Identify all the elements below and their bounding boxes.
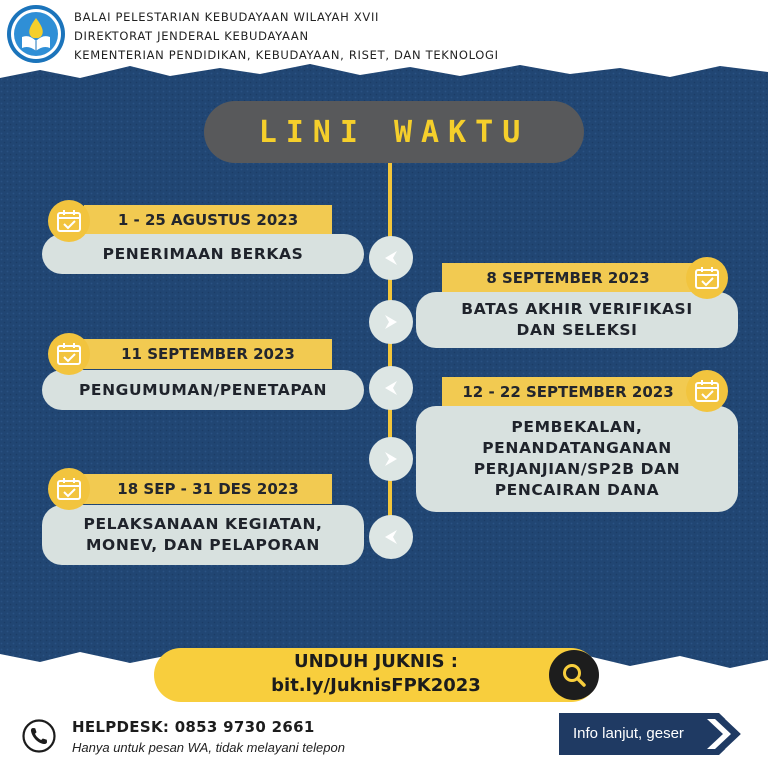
event-description: PEMBEKALAN, PENANDATANGANAN PERJANJIAN/SP2B DAN PENCAIRAN DANA (416, 406, 738, 512)
timeline-line (388, 163, 392, 538)
directorate-name: DIREKTORAT JENDERAL KEBUDAYAAN (74, 29, 309, 43)
arrow-right-icon (369, 437, 413, 481)
download-label: UNDUH JUKNIS : (293, 651, 459, 672)
calendar-check-icon (686, 370, 728, 412)
event-date: 18 SEP - 31 DES 2023 (84, 474, 332, 504)
event-description: PENERIMAAN BERKAS (42, 234, 364, 274)
arrow-left-icon (369, 515, 413, 559)
juknis-url[interactable]: bit.ly/JuknisFPK2023 (271, 675, 481, 696)
calendar-check-icon (686, 257, 728, 299)
helpdesk-note: Hanya untuk pesan WA, tidak melayani telepon (72, 740, 345, 755)
event-description: BATAS AKHIR VERIFIKASI DAN SELEKSI (416, 292, 738, 348)
arrow-right-icon (369, 300, 413, 344)
search-icon[interactable] (549, 650, 599, 700)
event-date: 1 - 25 AGUSTUS 2023 (84, 205, 332, 235)
phone-icon (22, 719, 56, 753)
calendar-check-icon (48, 468, 90, 510)
arrow-left-icon (369, 236, 413, 280)
arrow-left-icon (369, 366, 413, 410)
event-date: 12 - 22 SEPTEMBER 2023 (442, 377, 694, 407)
title-pill (204, 101, 584, 163)
download-juknis-link[interactable] (154, 648, 598, 702)
event-date: 11 SEPTEMBER 2023 (84, 339, 332, 369)
calendar-check-icon (48, 333, 90, 375)
calendar-check-icon (48, 200, 90, 242)
helpdesk-number: HELPDESK: 0853 9730 2661 (72, 718, 315, 736)
event-description: PENGUMUMAN/PENETAPAN (42, 370, 364, 410)
event-description: PELAKSANAAN KEGIATAN, MONEV, DAN PELAPORAN (42, 505, 364, 565)
ministry-name: KEMENTERIAN PENDIDIKAN, KEBUDAYAAN, RISET, DAN TEKNOLOGI (74, 48, 499, 62)
next-slide-button[interactable] (559, 713, 759, 755)
page-title: LINI WAKTU (258, 114, 530, 150)
next-button-label: Info lanjut, geser (573, 725, 684, 742)
institution-name: BALAI PELESTARIAN KEBUDAYAAN WILAYAH XVII (74, 10, 380, 24)
event-date: 8 SEPTEMBER 2023 (442, 263, 694, 293)
